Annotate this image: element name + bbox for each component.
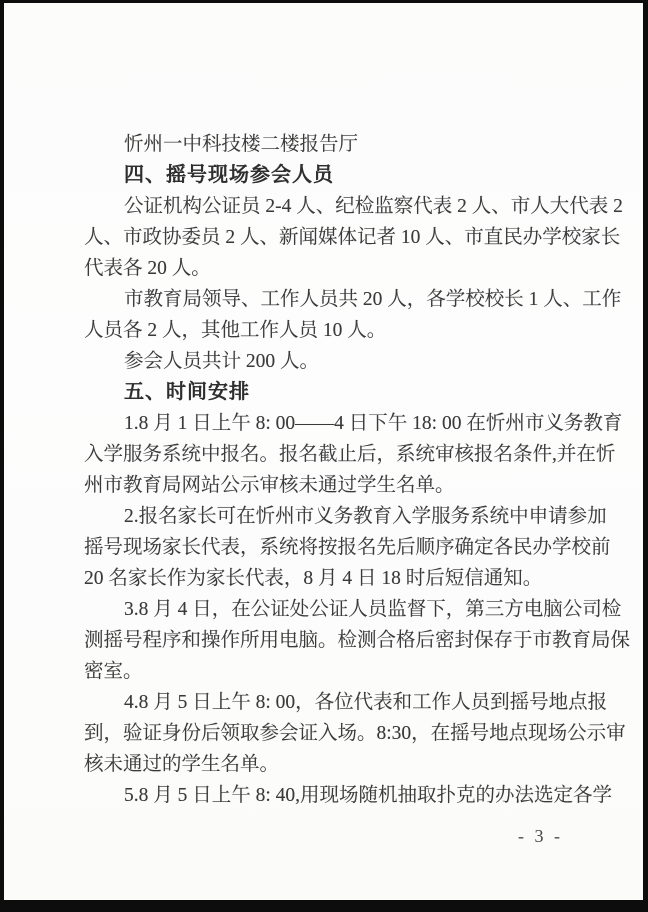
text-line: 20 名家长作为家长代表，8 月 4 日 18 时后短信通知。 <box>84 568 543 589</box>
text-line: 测摇号程序和操作所用电脑。检测合格后密封保存于市教育局保 <box>84 630 631 651</box>
text-line: 到，验证身份后领取参会证入场。8:30，在摇号地点现场公示审 <box>84 723 626 744</box>
section-heading: 五、时间安排 <box>124 381 250 403</box>
text-line: 人员各 2 人，其他工作人员 10 人。 <box>84 320 387 341</box>
text-line: 参会人员共计 200 人。 <box>124 351 320 372</box>
text-line: 公证机构公证员 2-4 人、纪检监察代表 2 人、市人大代表 2 <box>124 196 623 217</box>
text-line: 人、市政协委员 2 人、新闻媒体记者 10 人、市直民办学校家长 <box>84 227 621 248</box>
text-line: 3.8 月 4 日，在公证处公证人员监督下，第三方电脑公司检 <box>124 599 622 620</box>
page-number: - 3 - <box>518 826 563 846</box>
paper <box>4 3 643 900</box>
text-line: 2.报名家长可在忻州市义务教育入学服务系统中申请参加 <box>124 506 607 527</box>
text-line: 州市教育局网站公示审核未通过学生名单。 <box>84 475 455 496</box>
document-body <box>84 129 631 811</box>
text-line: 5.8 月 5 日上午 8: 40,用现场随机抽取扑克的办法选定各学 <box>124 785 613 806</box>
text-line: 市教育局领导、工作人员共 20 人，各学校校长 1 人、工作 <box>124 289 622 310</box>
section-heading: 四、摇号现场参会人员 <box>124 164 334 186</box>
text-line: 摇号现场家长代表，系统将按报名先后顺序确定各民办学校前 <box>84 537 611 558</box>
text-line: 入学服务系统中报名。报名截止后，系统审核报名条件,并在忻 <box>84 444 616 465</box>
text-line: 4.8 月 5 日上午 8: 00，各位代表和工作人员到摇号地点报 <box>124 692 608 713</box>
text-line: 核未通过的学生名单。 <box>84 754 280 775</box>
text-line: 密室。 <box>84 661 143 682</box>
text-line: 忻州一中科技楼二楼报告厅 <box>124 134 359 155</box>
text-line: 代表各 20 人。 <box>84 258 211 279</box>
text-line: 1.8 月 1 日上午 8: 00——4 日下午 18: 00 在忻州市义务教育 <box>124 413 623 434</box>
